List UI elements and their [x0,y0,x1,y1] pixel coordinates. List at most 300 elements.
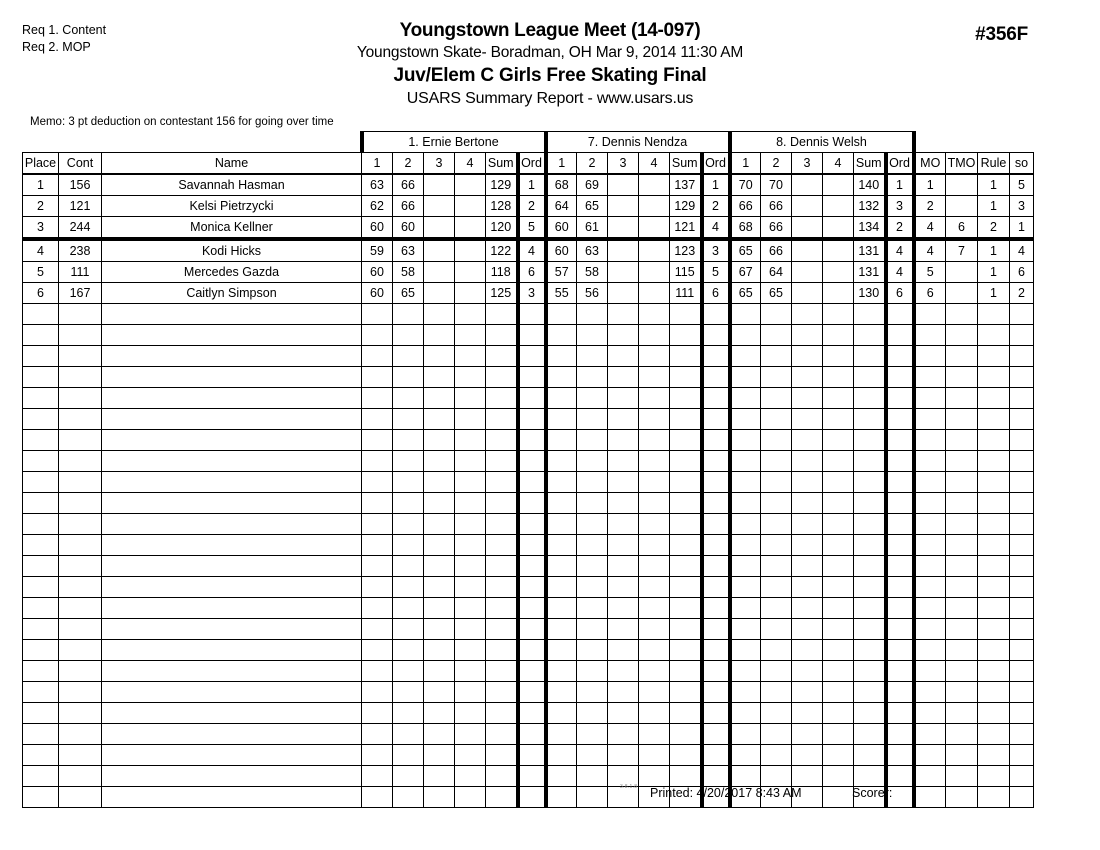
table-row-empty [23,472,1034,493]
cell-empty [978,346,1010,367]
table-row-empty [23,514,1034,535]
cell-empty [518,640,546,661]
cell-empty [792,724,823,745]
cell-empty [23,346,59,367]
cell-empty [639,556,670,577]
cell-name: Caitlyn Simpson [102,283,362,304]
cell-empty [914,703,946,724]
cell-j2-s3 [608,217,639,240]
cell-empty [393,619,424,640]
cell-empty [670,346,702,367]
cell-empty [639,619,670,640]
cell-empty [577,598,608,619]
cell-empty [577,409,608,430]
cell-empty [670,640,702,661]
cell-empty [608,304,639,325]
cell-j3-s3 [792,262,823,283]
cell-j3-sum: 131 [854,239,886,262]
cell-empty [455,388,486,409]
cell-empty [886,661,914,682]
header-j3-s4: 4 [823,153,854,175]
cell-empty [608,451,639,472]
band-spacer-so [1010,132,1034,153]
cell-j1-ord: 1 [518,174,546,196]
cell-empty [702,619,730,640]
cell-empty [792,388,823,409]
cell-empty [393,367,424,388]
cell-empty [639,535,670,556]
cell-empty [854,640,886,661]
band-spacer-rule [978,132,1010,153]
cell-empty [639,640,670,661]
cell-empty [914,640,946,661]
cell-empty [854,514,886,535]
report-header [0,20,1100,110]
cell-empty [854,661,886,682]
cell-empty [946,514,978,535]
cell-j3-s3 [792,196,823,217]
cell-empty [424,346,455,367]
cell-empty [670,430,702,451]
cell-empty [792,367,823,388]
cell-j1-sum: 125 [486,283,518,304]
cell-empty [23,556,59,577]
cell-empty [23,598,59,619]
cell-j3-s4 [823,174,854,196]
cell-empty [823,514,854,535]
cell-empty [854,703,886,724]
cell-empty [886,346,914,367]
cell-empty [608,430,639,451]
cell-name: Kodi Hicks [102,239,362,262]
cell-empty [577,472,608,493]
cell-empty [823,493,854,514]
cell-empty [886,703,914,724]
header-j2-sum: Sum [670,153,702,175]
cell-j1-s4 [455,283,486,304]
cell-empty [393,325,424,346]
cell-empty [59,661,102,682]
cell-empty [730,325,761,346]
cell-empty [424,409,455,430]
cell-empty [59,304,102,325]
cell-empty [455,703,486,724]
cell-empty [792,451,823,472]
cell-empty [23,640,59,661]
cell-j2-s2: 58 [577,262,608,283]
cell-empty [946,640,978,661]
cell-j2-sum: 111 [670,283,702,304]
cell-empty [978,388,1010,409]
cell-empty [886,556,914,577]
cell-empty [792,472,823,493]
cell-empty [978,661,1010,682]
cell-empty [23,409,59,430]
cell-empty [1010,346,1034,367]
cell-j2-ord: 3 [702,239,730,262]
cell-empty [1010,388,1034,409]
cell-empty [914,472,946,493]
band-spacer-place [23,132,59,153]
cell-empty [577,346,608,367]
header-j3-s2: 2 [761,153,792,175]
cell-empty [59,535,102,556]
cell-empty [946,304,978,325]
table-row-empty [23,619,1034,640]
cell-empty [914,682,946,703]
cell-empty [914,577,946,598]
cell-j1-s4 [455,196,486,217]
cell-empty [546,367,577,388]
judge-header-3: 8. Dennis Welsh [730,132,914,153]
cell-empty [946,619,978,640]
cell-empty [670,409,702,430]
cell-empty [823,472,854,493]
cell-empty [424,745,455,766]
cell-empty [914,724,946,745]
cell-empty [546,619,577,640]
cell-empty [946,493,978,514]
cell-empty [670,514,702,535]
cell-so: 5 [1010,174,1034,196]
cell-empty [946,388,978,409]
cell-empty [362,304,393,325]
cell-empty [730,745,761,766]
cell-empty [362,367,393,388]
cell-empty [854,598,886,619]
cell-tmo [946,196,978,217]
cell-rule: 1 [978,196,1010,217]
cell-empty [455,325,486,346]
cell-rule: 1 [978,283,1010,304]
table-row-empty [23,640,1034,661]
cell-empty [823,451,854,472]
cell-empty [608,514,639,535]
band-spacer-tmo [946,132,978,153]
cell-empty [1010,430,1034,451]
cell-empty [393,346,424,367]
cell-empty [393,514,424,535]
cell-j1-s3 [424,196,455,217]
cell-empty [486,640,518,661]
cell-j3-s3 [792,217,823,240]
cell-empty [886,472,914,493]
cell-empty [886,325,914,346]
cell-empty [455,535,486,556]
cell-empty [59,388,102,409]
cell-j2-sum: 121 [670,217,702,240]
cell-empty [577,724,608,745]
cell-empty [486,598,518,619]
cell-empty [362,619,393,640]
cell-empty [102,388,362,409]
cell-empty [102,493,362,514]
cell-j1-s1: 59 [362,239,393,262]
cell-empty [946,346,978,367]
cell-place: 1 [23,174,59,196]
cell-empty [59,409,102,430]
cell-empty [518,493,546,514]
header-j2-s3: 3 [608,153,639,175]
cell-empty [730,577,761,598]
cell-j1-s3 [424,239,455,262]
cell-empty [702,703,730,724]
cell-empty [978,745,1010,766]
requirement-line-1: Req 1. Content [22,23,107,37]
cell-empty [730,472,761,493]
judge-header-2: 7. Dennis Nendza [546,132,730,153]
cell-cont: 156 [59,174,102,196]
cell-empty [823,682,854,703]
cell-empty [854,745,886,766]
table-row-empty [23,598,1034,619]
cell-j1-sum: 120 [486,217,518,240]
cell-empty [608,661,639,682]
cell-empty [1010,577,1034,598]
cell-empty [393,556,424,577]
cell-empty [886,724,914,745]
cell-empty [362,472,393,493]
cell-j2-s2: 69 [577,174,608,196]
cell-empty [854,556,886,577]
cell-empty [1010,682,1034,703]
cell-empty [23,745,59,766]
cell-empty [455,514,486,535]
header-rule: Rule [978,153,1010,175]
cell-empty [1010,451,1034,472]
cell-empty [823,619,854,640]
cell-empty [854,388,886,409]
cell-so: 4 [1010,239,1034,262]
cell-empty [730,640,761,661]
cell-j3-s1: 67 [730,262,761,283]
cell-empty [59,325,102,346]
header-place: Place [23,153,59,175]
cell-empty [886,451,914,472]
cell-empty [546,409,577,430]
cell-j3-ord: 3 [886,196,914,217]
header-j2-ord: Ord [702,153,730,175]
header-j3-s3: 3 [792,153,823,175]
cell-empty [393,577,424,598]
cell-empty [792,514,823,535]
cell-empty [886,745,914,766]
cell-empty [23,325,59,346]
cell-j3-sum: 131 [854,262,886,283]
cell-empty [455,661,486,682]
cell-empty [854,619,886,640]
cell-empty [823,745,854,766]
cell-j1-s3 [424,174,455,196]
cell-empty [393,745,424,766]
cell-tmo [946,283,978,304]
cell-empty [23,472,59,493]
cell-empty [761,304,792,325]
cell-empty [102,325,362,346]
cell-empty [792,640,823,661]
cell-empty [978,640,1010,661]
cell-empty [946,682,978,703]
cell-empty [978,409,1010,430]
cell-empty [730,724,761,745]
cell-empty [546,661,577,682]
cell-empty [730,409,761,430]
cell-empty [486,535,518,556]
cell-empty [886,640,914,661]
cell-empty [424,451,455,472]
table-row-empty [23,661,1034,682]
cell-empty [702,409,730,430]
cell-empty [577,451,608,472]
cell-empty [362,724,393,745]
cell-empty [518,598,546,619]
cell-empty [702,514,730,535]
cell-empty [455,346,486,367]
table-row-empty [23,556,1034,577]
cell-empty [393,304,424,325]
cell-cont: 111 [59,262,102,283]
header-j1-s1: 1 [362,153,393,175]
cell-empty [792,661,823,682]
cell-empty [577,325,608,346]
cell-empty [608,556,639,577]
cell-empty [486,346,518,367]
cell-empty [546,640,577,661]
cell-empty [59,577,102,598]
cell-empty [639,388,670,409]
cell-j2-s1: 60 [546,239,577,262]
cell-empty [854,430,886,451]
cell-empty [914,451,946,472]
cell-j2-s3 [608,262,639,283]
cell-empty [1010,409,1034,430]
cell-j3-s4 [823,217,854,240]
cell-empty [886,598,914,619]
table-row-empty [23,325,1034,346]
cell-empty [854,367,886,388]
cell-empty [59,493,102,514]
cell-empty [761,661,792,682]
table-row-empty [23,682,1034,703]
cell-j3-ord: 2 [886,217,914,240]
cell-mo: 6 [914,283,946,304]
cell-empty [823,535,854,556]
cell-empty [702,661,730,682]
cell-empty [823,367,854,388]
cell-empty [639,682,670,703]
cell-empty [761,346,792,367]
cell-empty [670,367,702,388]
cell-j3-s3 [792,239,823,262]
cell-empty [670,661,702,682]
cell-j1-sum: 128 [486,196,518,217]
header-j1-s4: 4 [455,153,486,175]
cell-j2-sum: 137 [670,174,702,196]
cell-so: 6 [1010,262,1034,283]
cell-j2-s4 [639,262,670,283]
cell-empty [823,556,854,577]
cell-empty [393,682,424,703]
cell-empty [914,304,946,325]
cell-empty [424,724,455,745]
cell-mo: 1 [914,174,946,196]
cell-empty [455,472,486,493]
cell-j3-ord: 4 [886,262,914,283]
meet-title: Youngstown League Meet (14-097) [399,20,701,41]
cell-j1-s2: 66 [393,196,424,217]
cell-empty [546,745,577,766]
scorer-label: Scorer: [852,786,893,800]
cell-j3-sum: 132 [854,196,886,217]
cell-empty [424,430,455,451]
cell-j1-s2: 58 [393,262,424,283]
cell-empty [424,514,455,535]
cell-j3-s1: 70 [730,174,761,196]
cell-empty [393,724,424,745]
cell-j1-ord: 5 [518,217,546,240]
cell-empty [102,409,362,430]
cell-empty [702,346,730,367]
cell-empty [424,304,455,325]
cell-tmo: 6 [946,217,978,240]
cell-empty [946,451,978,472]
cell-tmo [946,174,978,196]
cell-j2-s4 [639,217,670,240]
cell-empty [854,535,886,556]
cell-j2-s4 [639,174,670,196]
cell-empty [823,409,854,430]
cell-empty [761,493,792,514]
cell-empty [577,661,608,682]
cell-j1-sum: 129 [486,174,518,196]
cell-empty [608,409,639,430]
cell-empty [854,493,886,514]
cell-empty [393,409,424,430]
cell-empty [486,472,518,493]
cell-empty [518,409,546,430]
cell-empty [792,556,823,577]
cell-empty [730,430,761,451]
cell-empty [792,745,823,766]
cell-j3-ord: 4 [886,239,914,262]
cell-empty [670,724,702,745]
cell-empty [424,388,455,409]
cell-j2-sum: 123 [670,239,702,262]
cell-empty [455,430,486,451]
cell-empty [914,325,946,346]
cell-empty [730,682,761,703]
cell-empty [455,745,486,766]
cell-mo: 4 [914,217,946,240]
cell-empty [102,556,362,577]
cell-empty [577,703,608,724]
memo-line: Memo: 3 pt deduction on contestant 156 for going over time [30,116,334,128]
cell-so: 2 [1010,283,1034,304]
band-spacer-cont [59,132,102,153]
cell-j2-s3 [608,283,639,304]
cell-empty [978,598,1010,619]
cell-empty [518,304,546,325]
cell-empty [546,451,577,472]
cell-empty [761,745,792,766]
cell-empty [424,535,455,556]
cell-empty [854,451,886,472]
cell-empty [102,619,362,640]
cell-j1-s2: 60 [393,217,424,240]
cell-empty [823,661,854,682]
cell-empty [546,514,577,535]
cell-empty [577,388,608,409]
